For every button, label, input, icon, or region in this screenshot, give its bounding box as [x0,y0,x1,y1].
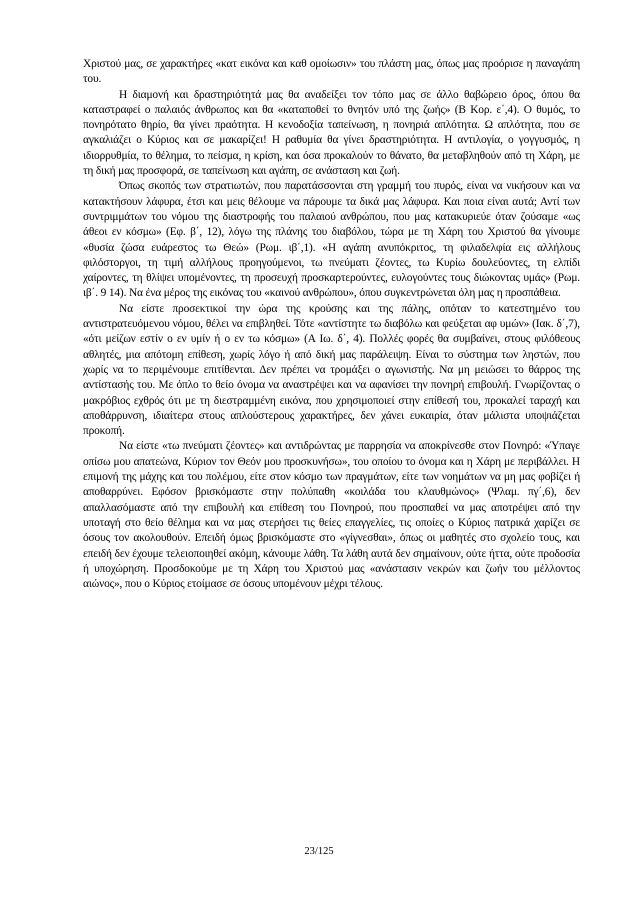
document-body [83,57,580,592]
paragraph: Η διαμονή και δραστηριότητά μας θα αναδείξει τον τόπο μας σε άλλο θαβώρειο όρος, όπου θα καταστραφεί ο παλαιός άνθρωπος και θα «καταποθεί το θνητόν υπό της ζωής» (Β Κορ. ε΄,4). Ο θυμός, το πονηρότατο θηρίο, θα γίνει πραότητα. Η κενοδοξία ταπείνωση, η πονηριά απλότητα. Ω απλότητα, που σε αγκαλιάζει ο Κύριος και σε μακαρίζει! Η ραθυμία θα γίνει δραστηριότητα. Η αντιλογία, ο γογγυσμός, η ιδιορρυθμία, το θέλημα, το πείσμα, η κρίση, και όσα προκαλούν το θάνατο, θα μεταβληθούν από τη Χάρη, με τη δική μας προσφορά, σε ταπείνωση και αγάπη, σε ανάσταση και ζωή. [83,88,580,178]
page-number: 23/125 [304,846,334,857]
paragraph: Να είστε «τω πνεύματι ζέοντες» και αντιδρώντας με παρρησία να αποκρίνεσθε στον Πονηρό: «Ύπαγε οπίσω μου απατεώνα, Κύριον τον Θεόν μου προσκυνήσω», του οποίου το όνομα και η Χάρη με περιβάλλει. Η επιμονή της μάχης και του πολέμου, είτε στον κόσμο των πραγμάτων, είτε των νοημάτων να μη μας φοβίζει ή αποθαρρύνει. Εφόσον βρισκόμαστε στην πολύπαθη «κοιλάδα του κλαυθμώνος» (Ψλαμ. πγ΄,6), δεν απαλλασόμαστε από την επιβουλή και επίθεση του Πονηρού, που προσπαθεί να μας αποτρέψει από την υποταγή στο θείο θέλημα και να μας στερήσει τις θείες επαγγελίες, τις οποίες ο Κύριος πατρικά χαρίζει σε όσους τον ακολουθούν. Επειδή όμως βρισκόμαστε στο «γίγνεσθαι», όπως οι μαθητές στο σχολείο τους, και επειδή δεν έχουμε τελειοποιηθεί ακόμη, κάνουμε λάθη. Τα λάθη αυτά δεν σημαίνουν, ούτε ήττα, ούτε προδοσία ή υποχώρηση. Προσδοκούμε με τη Χάρη του Χριστού μας «ανάστασιν νεκρών και ζωήν του μέλλοντος αιώνος», που ο Κύριος ετοίμασε σε όσους υπομένουν μέχρι τέλους. [83,440,580,591]
paragraph: Να είστε προσεκτικοί την ώρα της κρούσης και της πάλης, οπόταν το κατεστημένο του αντιστρατευόμενου νόμου, θέλει να επιβληθεί. Τότε «αντίστητε τω διαβόλω και φεύξεται αφ υμών» (Ιακ. δ΄,7), «ότι μείζων εστίν ο εν υμίν ή ο εν τω κόσμω» (Α Ιω. δ΄, 4). Πολλές φορές θα συμβαίνει, στους φιλόθεους αθλητές, μια απότομη επίθεση, χωρίς λόγο ή από δική μας παράλειψη. Είναι το σύστημα των ληστών, που χωρίς να το περιμένουμε επιτίθενται. Δεν πρέπει να τρομάξει ο αγωνιστής. Να μη μειώσει το θάρρος της αντίστασής του. Με όπλο το θείο όνομα να αναστρέψει και να αφανίσει την πονηρή επιβουλή. Γνωρίζοντας ο μακρόβιος εχθρός ότι με τη διεστραμμένη εικόνα, που χρησιμοποιεί στην επίθεσή του, προκαλεί ταραχή και αποθάρρυνση, ιδιαίτερα στους απλούστερους χαρακτήρες, δεν χάνει ευκαιρία, όταν μάλιστα υποψιάζεται προκοπή. [83,302,580,438]
paragraph-continuation: Χριστού μας, σε χαρακτήρες «κατ εικόνα και καθ ομοίωσιν» του πλάστη μας, όπως μας προόρισε η παναγάπη του. [83,58,580,86]
paragraph: Όπως σκοπός των στρατιωτών, που παρατάσσονται στη γραμμή του πυρός, είναι να νικήσουν και να κατακτήσουν λάφυρα, έτσι και μεις θέλουμε να πάρουμε τα δικά μας λάφυρα. Και ποια είναι αυτά; Αντί των συντριμμάτων του νόμου της διαστροφής του παλαιού ανθρώπου, που μας κατακυριεύε όταν ζούσαμε «ως άθεοι εν κόσμω» (Εφ. β΄, 12), λόγω της πλάνης του διαβόλου, τώρα με τη Χάρη του Χριστού θα γίνουμε «θυσία ζώσα ευάρεστος τω Θεώ» (Ρωμ. ιβ΄,1). «Η αγάπη ανυπόκριτος, τη φιλαδελφία εις αλλήλους φιλόστοργοι, τη τιμή αλλήλους προηγούμενοι, τω πνεύματι ζέοντες, τω Κυρίω δουλεύοντες, τη ελπίδι χαίροντες, τη θλίψει υπομένοντες, τη προσευχή προσκαρτερούντες, ευλογούντες τους διώκοντας υμάς» (Ρωμ. ιβ΄. 9 14). Να ένα μέρος της εικόνας του «καινού ανθρώπου», όπου συγκεντρώνεται όλη μας η προσπάθεια. [83,180,580,300]
